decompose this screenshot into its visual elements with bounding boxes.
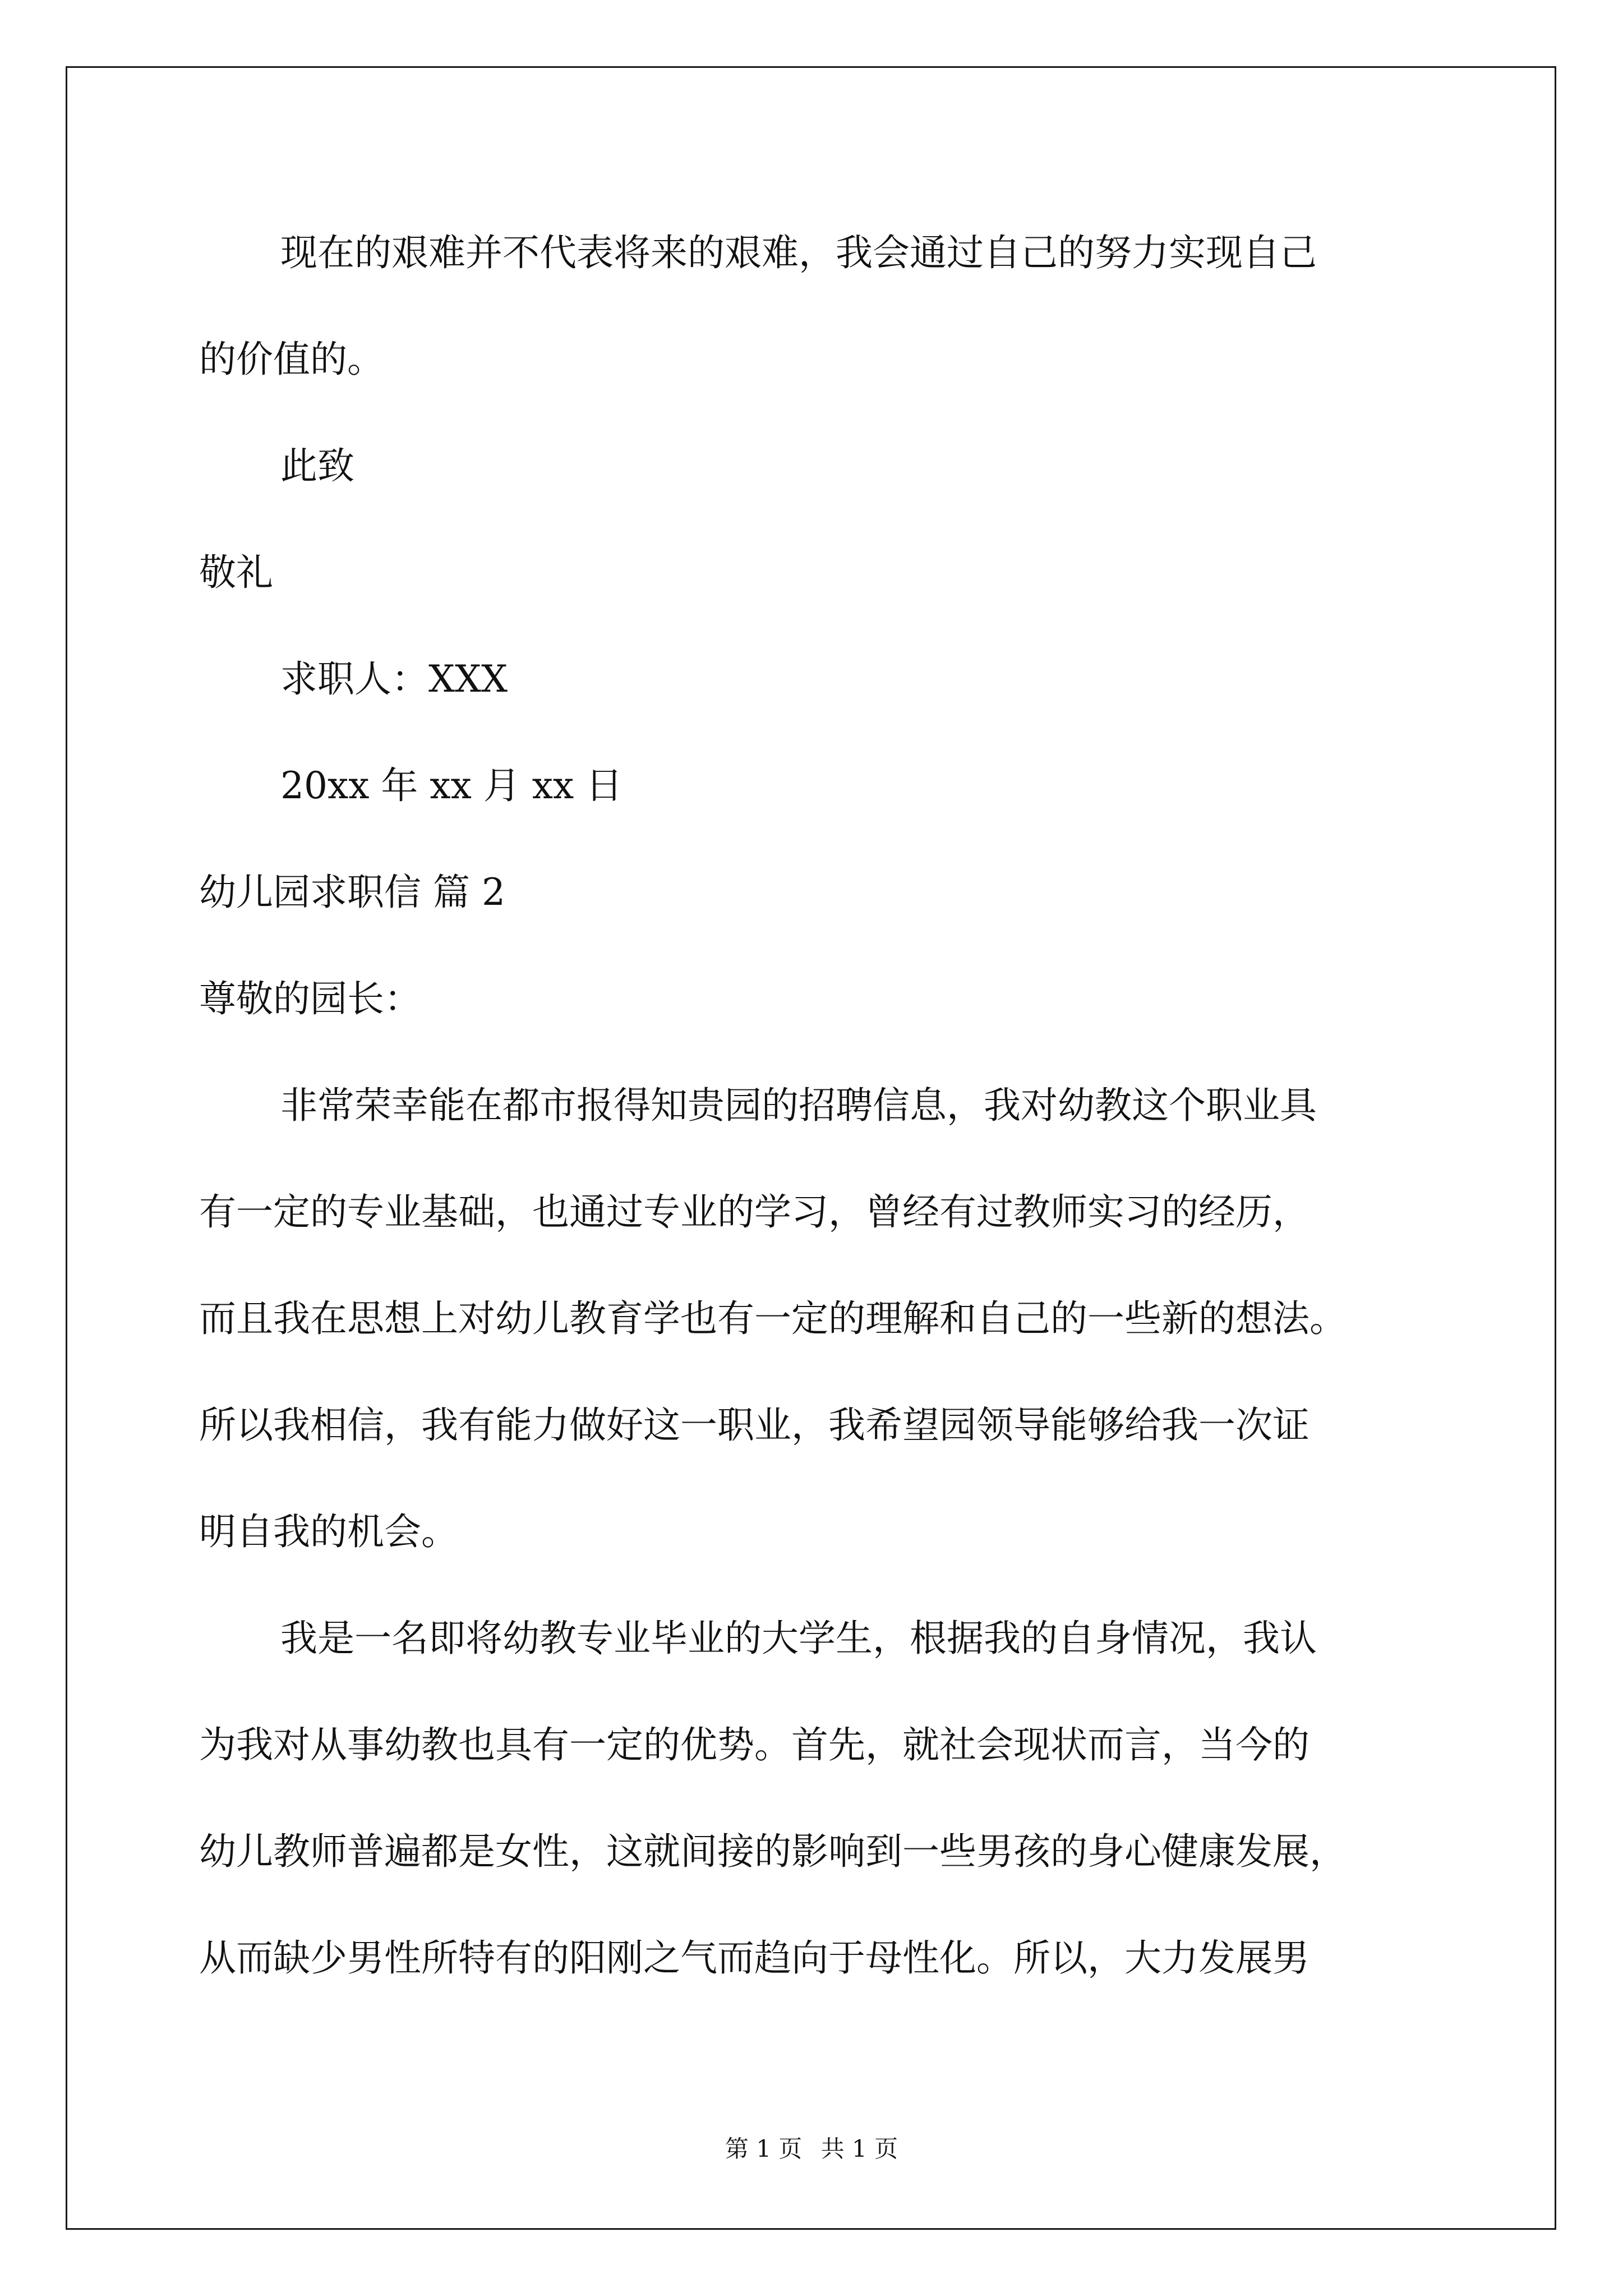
- paragraph-line: 我是一名即将幼教专业毕业的大学生，根据我的自身情况，我认: [280, 1617, 1317, 1660]
- closing-salutation: 此致: [280, 444, 354, 487]
- date-line: 20xx 年 xx 月 xx 日: [280, 764, 623, 807]
- paragraph-line: 从而缺少男性所特有的阳刚之气而趋向于母性化。所以，大力发展男: [199, 1936, 1310, 1980]
- paragraph-line: 所以我相信，我有能力做好这一职业，我希望园领导能够给我一次证: [199, 1404, 1310, 1447]
- section-heading: 幼儿园求职信 篇 2: [199, 871, 505, 914]
- page-footer: [0, 2137, 1623, 2161]
- page-number: 第 1 页: [725, 2135, 803, 2162]
- closing-regards: 敬礼: [199, 551, 273, 594]
- paragraph-line: 的价值的。: [199, 338, 384, 381]
- paragraph-line: 非常荣幸能在都市报得知贵园的招聘信息，我对幼教这个职业具: [280, 1084, 1317, 1127]
- paragraph-line: 幼儿教师普遍都是女性，这就间接的影响到一些男孩的身心健康发展，: [199, 1830, 1347, 1873]
- signature-line: 求职人：XXX: [280, 657, 508, 701]
- paragraph-line: 而且我在思想上对幼儿教育学也有一定的理解和自己的一些新的想法。: [199, 1297, 1347, 1340]
- paragraph-line: 现在的艰难并不代表将来的艰难，我会通过自己的努力实现自己: [280, 231, 1317, 274]
- paragraph-line: 明自我的机会。: [199, 1510, 458, 1553]
- page-border: [66, 66, 1556, 2230]
- page-total: 共 1 页: [820, 2135, 898, 2162]
- greeting-line: 尊敬的园长：: [199, 977, 421, 1020]
- paragraph-line: 为我对从事幼教也具有一定的优势。首先，就社会现状而言，当今的: [199, 1723, 1310, 1766]
- paragraph-line: 有一定的专业基础，也通过专业的学习，曾经有过教师实习的经历，: [199, 1190, 1310, 1234]
